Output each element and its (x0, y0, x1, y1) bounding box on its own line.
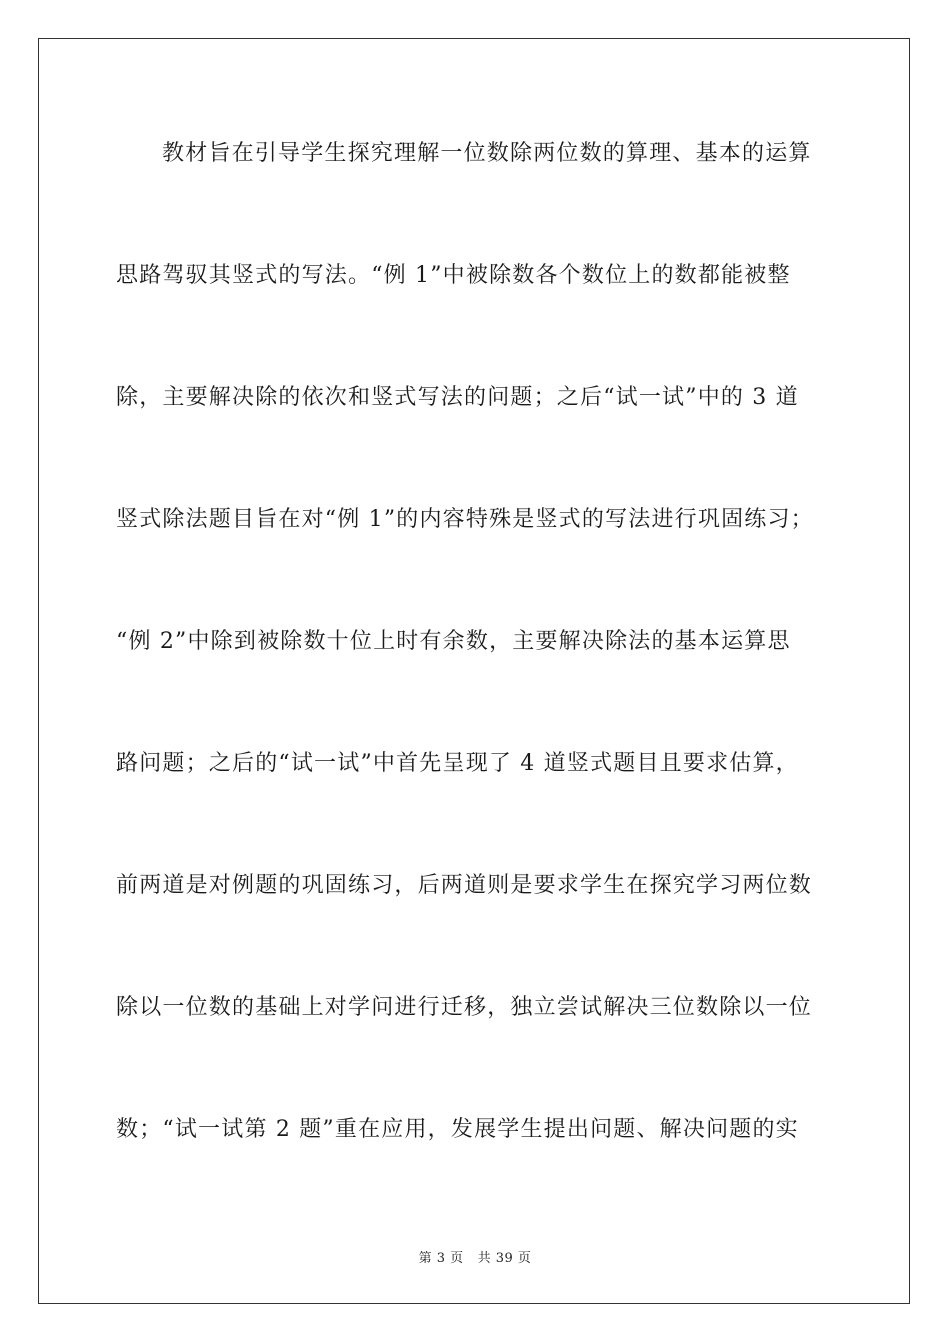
paragraph-line-2: 思路驾驭其竖式的写法。“例 1”中被除数各个数位上的数都能被整 (116, 263, 791, 288)
total-pages: 共 39 页 (477, 1251, 532, 1266)
paragraph-line-8: 除以一位数的基础上对学问进行迁移，独立尝试解决三位数除以一位 (116, 995, 813, 1020)
paragraph-line-5: “例 2”中除到被除数十位上时有余数，主要解决除法的基本运算思 (116, 629, 791, 654)
page-number: 第 3 页 (418, 1251, 464, 1266)
paragraph-line-3: 除，主要解决除的依次和竖式写法的问题；之后“试一试”中的 3 道 (116, 385, 799, 410)
paragraph-line-4: 竖式除法题目旨在对“例 1”的内容特殊是竖式的写法进行巩固练习； (116, 507, 814, 532)
paragraph-line-6: 路问题；之后的“试一试”中首先呈现了 4 道竖式题目且要求估算， (116, 751, 799, 776)
document-body (116, 130, 836, 1228)
page-footer (0, 1247, 950, 1266)
paragraph-line-7: 前两道是对例题的巩固练习，后两道则是要求学生在探究学习两位数 (116, 873, 813, 898)
paragraph-line-1: 教材旨在引导学生探究理解一位数除两位数的算理、基本的运算 (162, 141, 812, 166)
paragraph-line-9: 数；“试一试第 2 题”重在应用，发展学生提出问题、解决问题的实 (116, 1117, 799, 1142)
